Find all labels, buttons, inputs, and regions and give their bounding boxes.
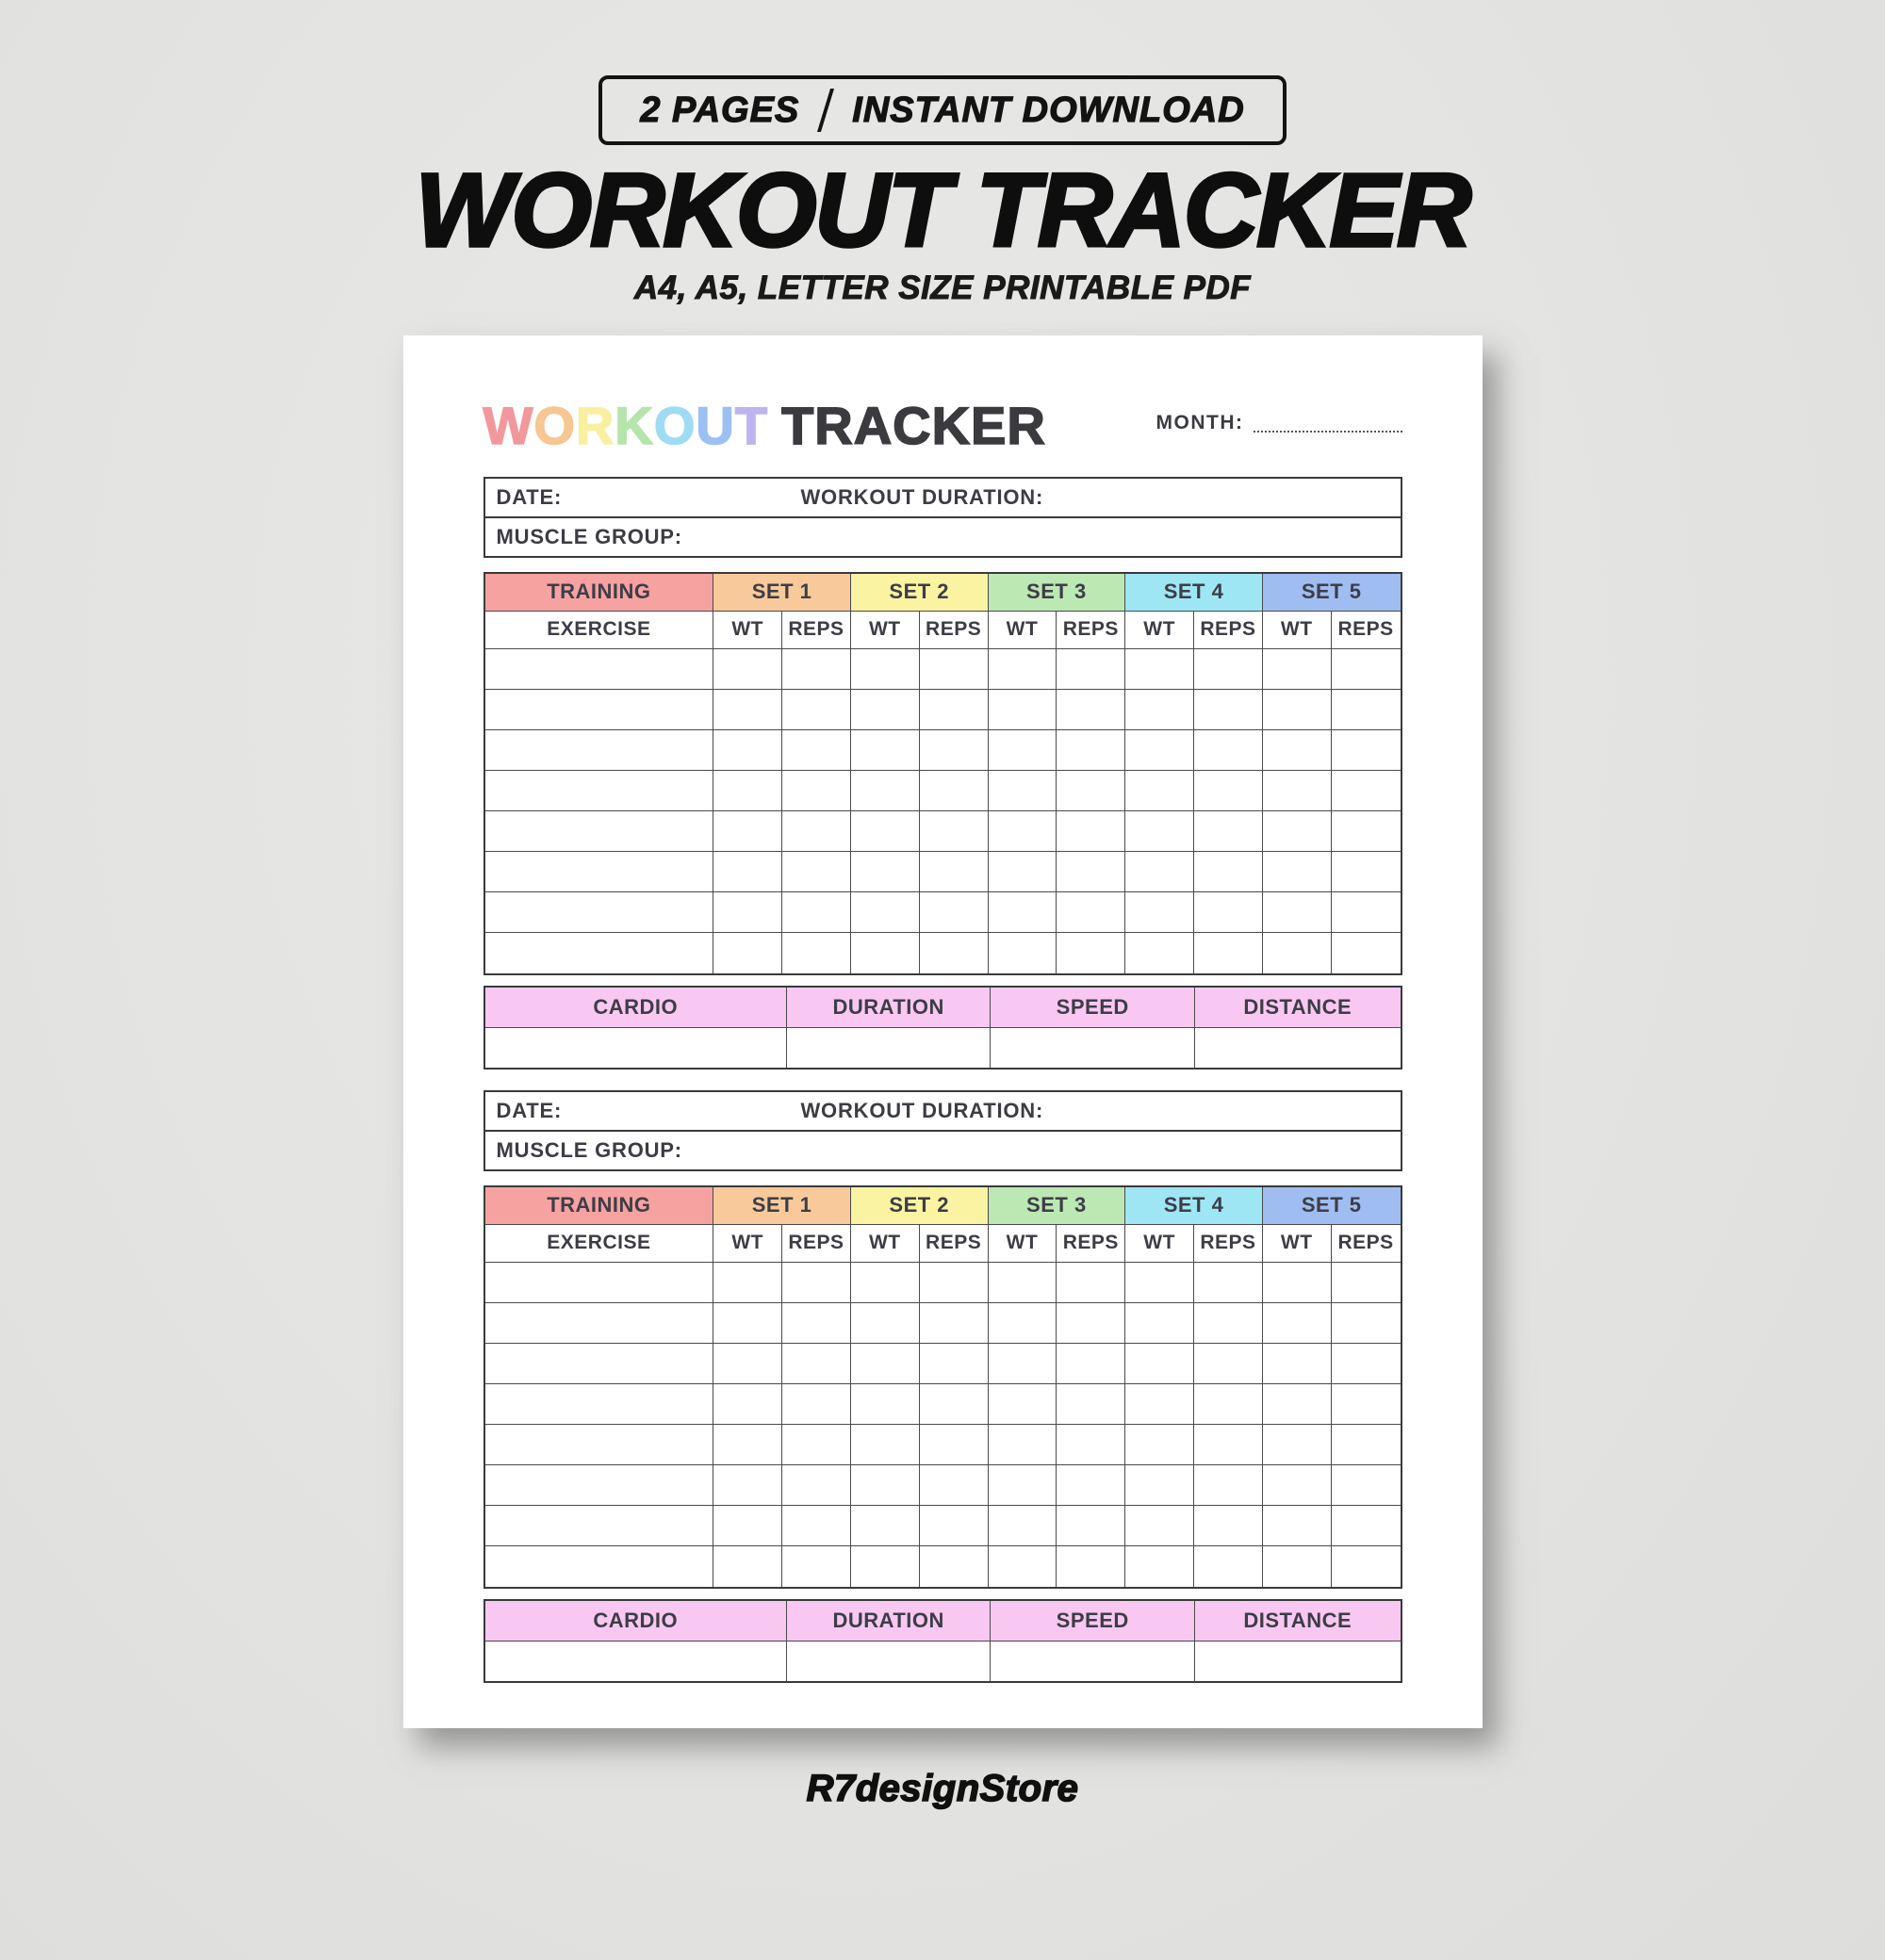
body-cell bbox=[485, 649, 714, 690]
body-cell bbox=[1125, 1465, 1194, 1506]
body-cell bbox=[782, 730, 851, 771]
body-cell bbox=[851, 852, 920, 892]
body-cell bbox=[1057, 1465, 1125, 1506]
store-brand: R7designStore bbox=[806, 1767, 1079, 1809]
reps-header-cell: REPS bbox=[1332, 1225, 1401, 1263]
page-title bbox=[484, 395, 1046, 456]
body-cell bbox=[920, 852, 989, 892]
wt-header-cell: WT bbox=[1125, 612, 1194, 649]
cardio-body-cell bbox=[1195, 1028, 1401, 1068]
body-cell bbox=[485, 852, 714, 892]
cardio-table bbox=[484, 1599, 1402, 1683]
reps-header-cell: REPS bbox=[1194, 612, 1263, 649]
body-cell bbox=[851, 811, 920, 852]
workout-section bbox=[484, 1090, 1402, 1683]
set-header-cell: SET 4 bbox=[1125, 1187, 1263, 1225]
body-cell bbox=[713, 1465, 782, 1506]
body-cell bbox=[1194, 1344, 1263, 1384]
cardio-body-cell bbox=[485, 1028, 787, 1068]
wt-header-cell: WT bbox=[851, 612, 920, 649]
body-cell bbox=[851, 649, 920, 690]
body-cell bbox=[713, 1425, 782, 1465]
body-cell bbox=[989, 852, 1057, 892]
body-cell bbox=[920, 1303, 989, 1344]
body-cell bbox=[1057, 730, 1125, 771]
wt-header-cell: WT bbox=[989, 1225, 1057, 1263]
body-cell bbox=[1125, 690, 1194, 730]
cardio-table bbox=[484, 986, 1402, 1070]
cardio-header-cell: DURATION bbox=[787, 1601, 992, 1642]
rainbow-letter: O bbox=[653, 396, 697, 455]
body-cell bbox=[1194, 1465, 1263, 1506]
set-header-cell: SET 5 bbox=[1263, 574, 1401, 612]
body-cell bbox=[1263, 771, 1332, 811]
body-cell bbox=[1194, 892, 1263, 933]
badge-pages-label: 2 PAGES bbox=[640, 90, 800, 130]
exercise-header-cell: EXERCISE bbox=[485, 612, 714, 649]
rainbow-letter: K bbox=[615, 396, 654, 455]
body-cell bbox=[1332, 1263, 1401, 1303]
wt-header-cell: WT bbox=[989, 612, 1057, 649]
workout-duration-label: WORKOUT DURATION: bbox=[800, 484, 1044, 509]
body-cell bbox=[920, 1506, 989, 1546]
printable-page-mockup bbox=[403, 335, 1483, 1728]
body-cell bbox=[1332, 1465, 1401, 1506]
body-cell bbox=[782, 1465, 851, 1506]
body-cell bbox=[1332, 649, 1401, 690]
body-cell bbox=[1332, 933, 1401, 973]
body-cell bbox=[920, 811, 989, 852]
reps-header-cell: REPS bbox=[1057, 1225, 1125, 1263]
body-cell bbox=[989, 811, 1057, 852]
cardio-header-cell: DISTANCE bbox=[1195, 988, 1401, 1028]
reps-header-cell: REPS bbox=[1057, 612, 1125, 649]
info-box bbox=[484, 1090, 1402, 1171]
body-cell bbox=[713, 730, 782, 771]
body-cell bbox=[485, 1425, 714, 1465]
wt-header-cell: WT bbox=[713, 612, 782, 649]
body-cell bbox=[989, 730, 1057, 771]
body-cell bbox=[1194, 1384, 1263, 1425]
date-label: DATE: bbox=[496, 484, 563, 509]
body-cell bbox=[920, 1425, 989, 1465]
body-cell bbox=[1125, 852, 1194, 892]
body-cell bbox=[1194, 852, 1263, 892]
hero-title: WORKOUT TRACKER bbox=[415, 153, 1470, 269]
body-cell bbox=[851, 1506, 920, 1546]
body-cell bbox=[713, 933, 782, 973]
cardio-body-cell bbox=[485, 1642, 787, 1681]
muscle-group-row bbox=[485, 1132, 1401, 1169]
cardio-body-cell bbox=[787, 1642, 992, 1681]
training-table bbox=[484, 1185, 1402, 1589]
body-cell bbox=[1057, 1303, 1125, 1344]
body-cell bbox=[782, 852, 851, 892]
body-cell bbox=[1194, 1546, 1263, 1587]
product-image bbox=[0, 75, 1885, 1960]
body-cell bbox=[1332, 852, 1401, 892]
rainbow-letter: T bbox=[734, 396, 769, 455]
badge-divider bbox=[817, 89, 834, 132]
set-header-cell: SET 3 bbox=[989, 1187, 1126, 1225]
body-cell bbox=[920, 1344, 989, 1384]
body-cell bbox=[1057, 852, 1125, 892]
body-cell bbox=[989, 1546, 1057, 1587]
body-cell bbox=[713, 852, 782, 892]
body-cell bbox=[1263, 1384, 1332, 1425]
sheet-sections bbox=[484, 477, 1402, 1683]
cardio-header-cell: CARDIO bbox=[485, 988, 787, 1028]
rainbow-letter: W bbox=[483, 396, 534, 455]
body-cell bbox=[1263, 1263, 1332, 1303]
body-cell bbox=[920, 1384, 989, 1425]
info-box bbox=[484, 477, 1402, 558]
page-header bbox=[484, 396, 1402, 456]
body-cell bbox=[782, 1546, 851, 1587]
body-cell bbox=[1125, 811, 1194, 852]
body-cell bbox=[1263, 1465, 1332, 1506]
set-header-cell: SET 1 bbox=[713, 574, 851, 612]
workout-duration-label: WORKOUT DURATION: bbox=[800, 1098, 1044, 1122]
body-cell bbox=[1194, 811, 1263, 852]
badge-download-label: INSTANT DOWNLOAD bbox=[852, 90, 1245, 130]
body-cell bbox=[989, 1465, 1057, 1506]
body-cell bbox=[1125, 1344, 1194, 1384]
month-label: MONTH: bbox=[1156, 411, 1244, 433]
page-title-rainbow bbox=[484, 396, 769, 455]
body-cell bbox=[485, 690, 714, 730]
rainbow-letter: R bbox=[575, 396, 615, 455]
body-cell bbox=[851, 1344, 920, 1384]
body-cell bbox=[920, 690, 989, 730]
date-label: DATE: bbox=[496, 1098, 563, 1122]
body-cell bbox=[713, 1506, 782, 1546]
date-duration-row bbox=[485, 479, 1401, 518]
wt-header-cell: WT bbox=[851, 1225, 920, 1263]
body-cell bbox=[485, 1465, 714, 1506]
cardio-header-cell: CARDIO bbox=[485, 1601, 787, 1642]
body-cell bbox=[851, 933, 920, 973]
body-cell bbox=[1332, 1344, 1401, 1384]
wt-header-cell: WT bbox=[1263, 1225, 1332, 1263]
body-cell bbox=[1263, 1506, 1332, 1546]
body-cell bbox=[920, 1546, 989, 1587]
body-cell bbox=[989, 1506, 1057, 1546]
cardio-header-cell: SPEED bbox=[991, 1601, 1195, 1642]
body-cell bbox=[920, 933, 989, 973]
muscle-group-label: MUSCLE GROUP: bbox=[496, 1137, 682, 1162]
reps-header-cell: REPS bbox=[782, 1225, 851, 1263]
body-cell bbox=[713, 1546, 782, 1587]
body-cell bbox=[485, 1546, 714, 1587]
body-cell bbox=[920, 1263, 989, 1303]
body-cell bbox=[1194, 1263, 1263, 1303]
body-cell bbox=[485, 933, 714, 973]
body-cell bbox=[713, 690, 782, 730]
body-cell bbox=[1057, 771, 1125, 811]
body-cell bbox=[1263, 811, 1332, 852]
body-cell bbox=[1332, 771, 1401, 811]
wt-header-cell: WT bbox=[1263, 612, 1332, 649]
training-header-cell: TRAINING bbox=[485, 574, 714, 612]
body-cell bbox=[1057, 1263, 1125, 1303]
body-cell bbox=[1057, 649, 1125, 690]
body-cell bbox=[782, 771, 851, 811]
body-cell bbox=[1125, 1303, 1194, 1344]
reps-header-cell: REPS bbox=[920, 612, 989, 649]
body-cell bbox=[851, 1384, 920, 1425]
body-cell bbox=[485, 1303, 714, 1344]
body-cell bbox=[782, 1303, 851, 1344]
body-cell bbox=[1125, 933, 1194, 973]
page-title-plain: TRACKER bbox=[781, 396, 1046, 455]
body-cell bbox=[485, 1506, 714, 1546]
body-cell bbox=[1263, 933, 1332, 973]
body-cell bbox=[1057, 892, 1125, 933]
body-cell bbox=[1125, 649, 1194, 690]
body-cell bbox=[1125, 1425, 1194, 1465]
body-cell bbox=[1125, 1384, 1194, 1425]
body-cell bbox=[989, 892, 1057, 933]
muscle-group-row bbox=[485, 518, 1401, 556]
set-header-cell: SET 5 bbox=[1263, 1187, 1401, 1225]
cardio-header-cell: SPEED bbox=[991, 988, 1195, 1028]
body-cell bbox=[1057, 811, 1125, 852]
body-cell bbox=[920, 1465, 989, 1506]
body-cell bbox=[485, 811, 714, 852]
body-cell bbox=[1332, 1384, 1401, 1425]
body-cell bbox=[782, 892, 851, 933]
body-cell bbox=[1263, 730, 1332, 771]
date-duration-row bbox=[485, 1092, 1401, 1132]
body-cell bbox=[713, 811, 782, 852]
body-cell bbox=[851, 771, 920, 811]
set-header-cell: SET 1 bbox=[713, 1187, 851, 1225]
body-cell bbox=[782, 1506, 851, 1546]
training-header-cell: TRAINING bbox=[485, 1187, 714, 1225]
body-cell bbox=[1332, 730, 1401, 771]
body-cell bbox=[1263, 1546, 1332, 1587]
reps-header-cell: REPS bbox=[782, 612, 851, 649]
body-cell bbox=[1057, 1425, 1125, 1465]
reps-header-cell: REPS bbox=[1332, 612, 1401, 649]
body-cell bbox=[851, 1263, 920, 1303]
cardio-body-cell bbox=[1195, 1642, 1401, 1681]
body-cell bbox=[782, 1344, 851, 1384]
body-cell bbox=[1263, 1425, 1332, 1465]
hero-subtitle: A4, A5, LETTER SIZE PRINTABLE PDF bbox=[633, 269, 1252, 306]
body-cell bbox=[851, 1465, 920, 1506]
muscle-group-label: MUSCLE GROUP: bbox=[496, 524, 682, 548]
body-cell bbox=[989, 771, 1057, 811]
body-cell bbox=[1057, 1384, 1125, 1425]
body-cell bbox=[920, 730, 989, 771]
body-cell bbox=[782, 1425, 851, 1465]
body-cell bbox=[485, 771, 714, 811]
wt-header-cell: WT bbox=[713, 1225, 782, 1263]
body-cell bbox=[1057, 1546, 1125, 1587]
body-cell bbox=[989, 933, 1057, 973]
body-cell bbox=[1194, 649, 1263, 690]
body-cell bbox=[782, 933, 851, 973]
cardio-header-cell: DURATION bbox=[787, 988, 992, 1028]
rainbow-letter: U bbox=[696, 396, 735, 455]
body-cell bbox=[782, 649, 851, 690]
body-cell bbox=[851, 730, 920, 771]
body-cell bbox=[1125, 892, 1194, 933]
exercise-header-cell: EXERCISE bbox=[485, 1225, 714, 1263]
body-cell bbox=[485, 1263, 714, 1303]
cardio-body-cell bbox=[991, 1642, 1195, 1681]
cardio-body-cell bbox=[787, 1028, 992, 1068]
body-cell bbox=[713, 771, 782, 811]
body-cell bbox=[1332, 892, 1401, 933]
body-cell bbox=[851, 892, 920, 933]
set-header-cell: SET 2 bbox=[851, 1187, 989, 1225]
body-cell bbox=[1057, 1344, 1125, 1384]
body-cell bbox=[989, 1384, 1057, 1425]
body-cell bbox=[1057, 933, 1125, 973]
body-cell bbox=[1332, 1506, 1401, 1546]
set-header-cell: SET 2 bbox=[851, 574, 989, 612]
body-cell bbox=[1194, 690, 1263, 730]
body-cell bbox=[1125, 1263, 1194, 1303]
body-cell bbox=[1263, 852, 1332, 892]
body-cell bbox=[1194, 933, 1263, 973]
wt-header-cell: WT bbox=[1125, 1225, 1194, 1263]
body-cell bbox=[1057, 1506, 1125, 1546]
body-cell bbox=[782, 811, 851, 852]
body-cell bbox=[1194, 730, 1263, 771]
body-cell bbox=[1332, 1425, 1401, 1465]
body-cell bbox=[1332, 1303, 1401, 1344]
body-cell bbox=[920, 771, 989, 811]
set-header-cell: SET 4 bbox=[1125, 574, 1263, 612]
cardio-body-cell bbox=[991, 1028, 1195, 1068]
body-cell bbox=[1194, 771, 1263, 811]
body-cell bbox=[1125, 1546, 1194, 1587]
body-cell bbox=[485, 1384, 714, 1425]
body-cell bbox=[713, 1303, 782, 1344]
body-cell bbox=[920, 892, 989, 933]
body-cell bbox=[989, 1303, 1057, 1344]
body-cell bbox=[920, 649, 989, 690]
body-cell bbox=[1332, 811, 1401, 852]
body-cell bbox=[1057, 690, 1125, 730]
body-cell bbox=[1194, 1425, 1263, 1465]
body-cell bbox=[851, 1303, 920, 1344]
body-cell bbox=[485, 892, 714, 933]
body-cell bbox=[1263, 649, 1332, 690]
body-cell bbox=[713, 649, 782, 690]
body-cell bbox=[989, 649, 1057, 690]
body-cell bbox=[782, 1384, 851, 1425]
body-cell bbox=[1263, 690, 1332, 730]
body-cell bbox=[989, 1425, 1057, 1465]
body-cell bbox=[851, 1425, 920, 1465]
rainbow-letter: O bbox=[533, 396, 576, 455]
reps-header-cell: REPS bbox=[920, 1225, 989, 1263]
body-cell bbox=[1194, 1506, 1263, 1546]
month-field bbox=[1156, 412, 1402, 440]
body-cell bbox=[851, 690, 920, 730]
body-cell bbox=[1125, 771, 1194, 811]
body-cell bbox=[713, 1384, 782, 1425]
body-cell bbox=[782, 690, 851, 730]
body-cell bbox=[1125, 1506, 1194, 1546]
body-cell bbox=[1263, 892, 1332, 933]
training-table bbox=[484, 572, 1402, 975]
body-cell bbox=[713, 892, 782, 933]
body-cell bbox=[782, 1263, 851, 1303]
body-cell bbox=[713, 1344, 782, 1384]
body-cell bbox=[989, 1344, 1057, 1384]
body-cell bbox=[485, 1344, 714, 1384]
body-cell bbox=[1194, 1303, 1263, 1344]
body-cell bbox=[485, 730, 714, 771]
body-cell bbox=[1332, 1546, 1401, 1587]
body-cell bbox=[989, 1263, 1057, 1303]
body-cell bbox=[851, 1546, 920, 1587]
body-cell bbox=[1125, 730, 1194, 771]
body-cell bbox=[1263, 1344, 1332, 1384]
body-cell bbox=[1332, 690, 1401, 730]
body-cell bbox=[1263, 1303, 1332, 1344]
set-header-cell: SET 3 bbox=[989, 574, 1126, 612]
workout-section bbox=[484, 477, 1402, 1070]
reps-header-cell: REPS bbox=[1194, 1225, 1263, 1263]
pages-download-badge bbox=[598, 75, 1286, 145]
body-cell bbox=[989, 690, 1057, 730]
cardio-header-cell: DISTANCE bbox=[1195, 1601, 1401, 1642]
month-fill-line bbox=[1254, 430, 1402, 433]
body-cell bbox=[713, 1263, 782, 1303]
